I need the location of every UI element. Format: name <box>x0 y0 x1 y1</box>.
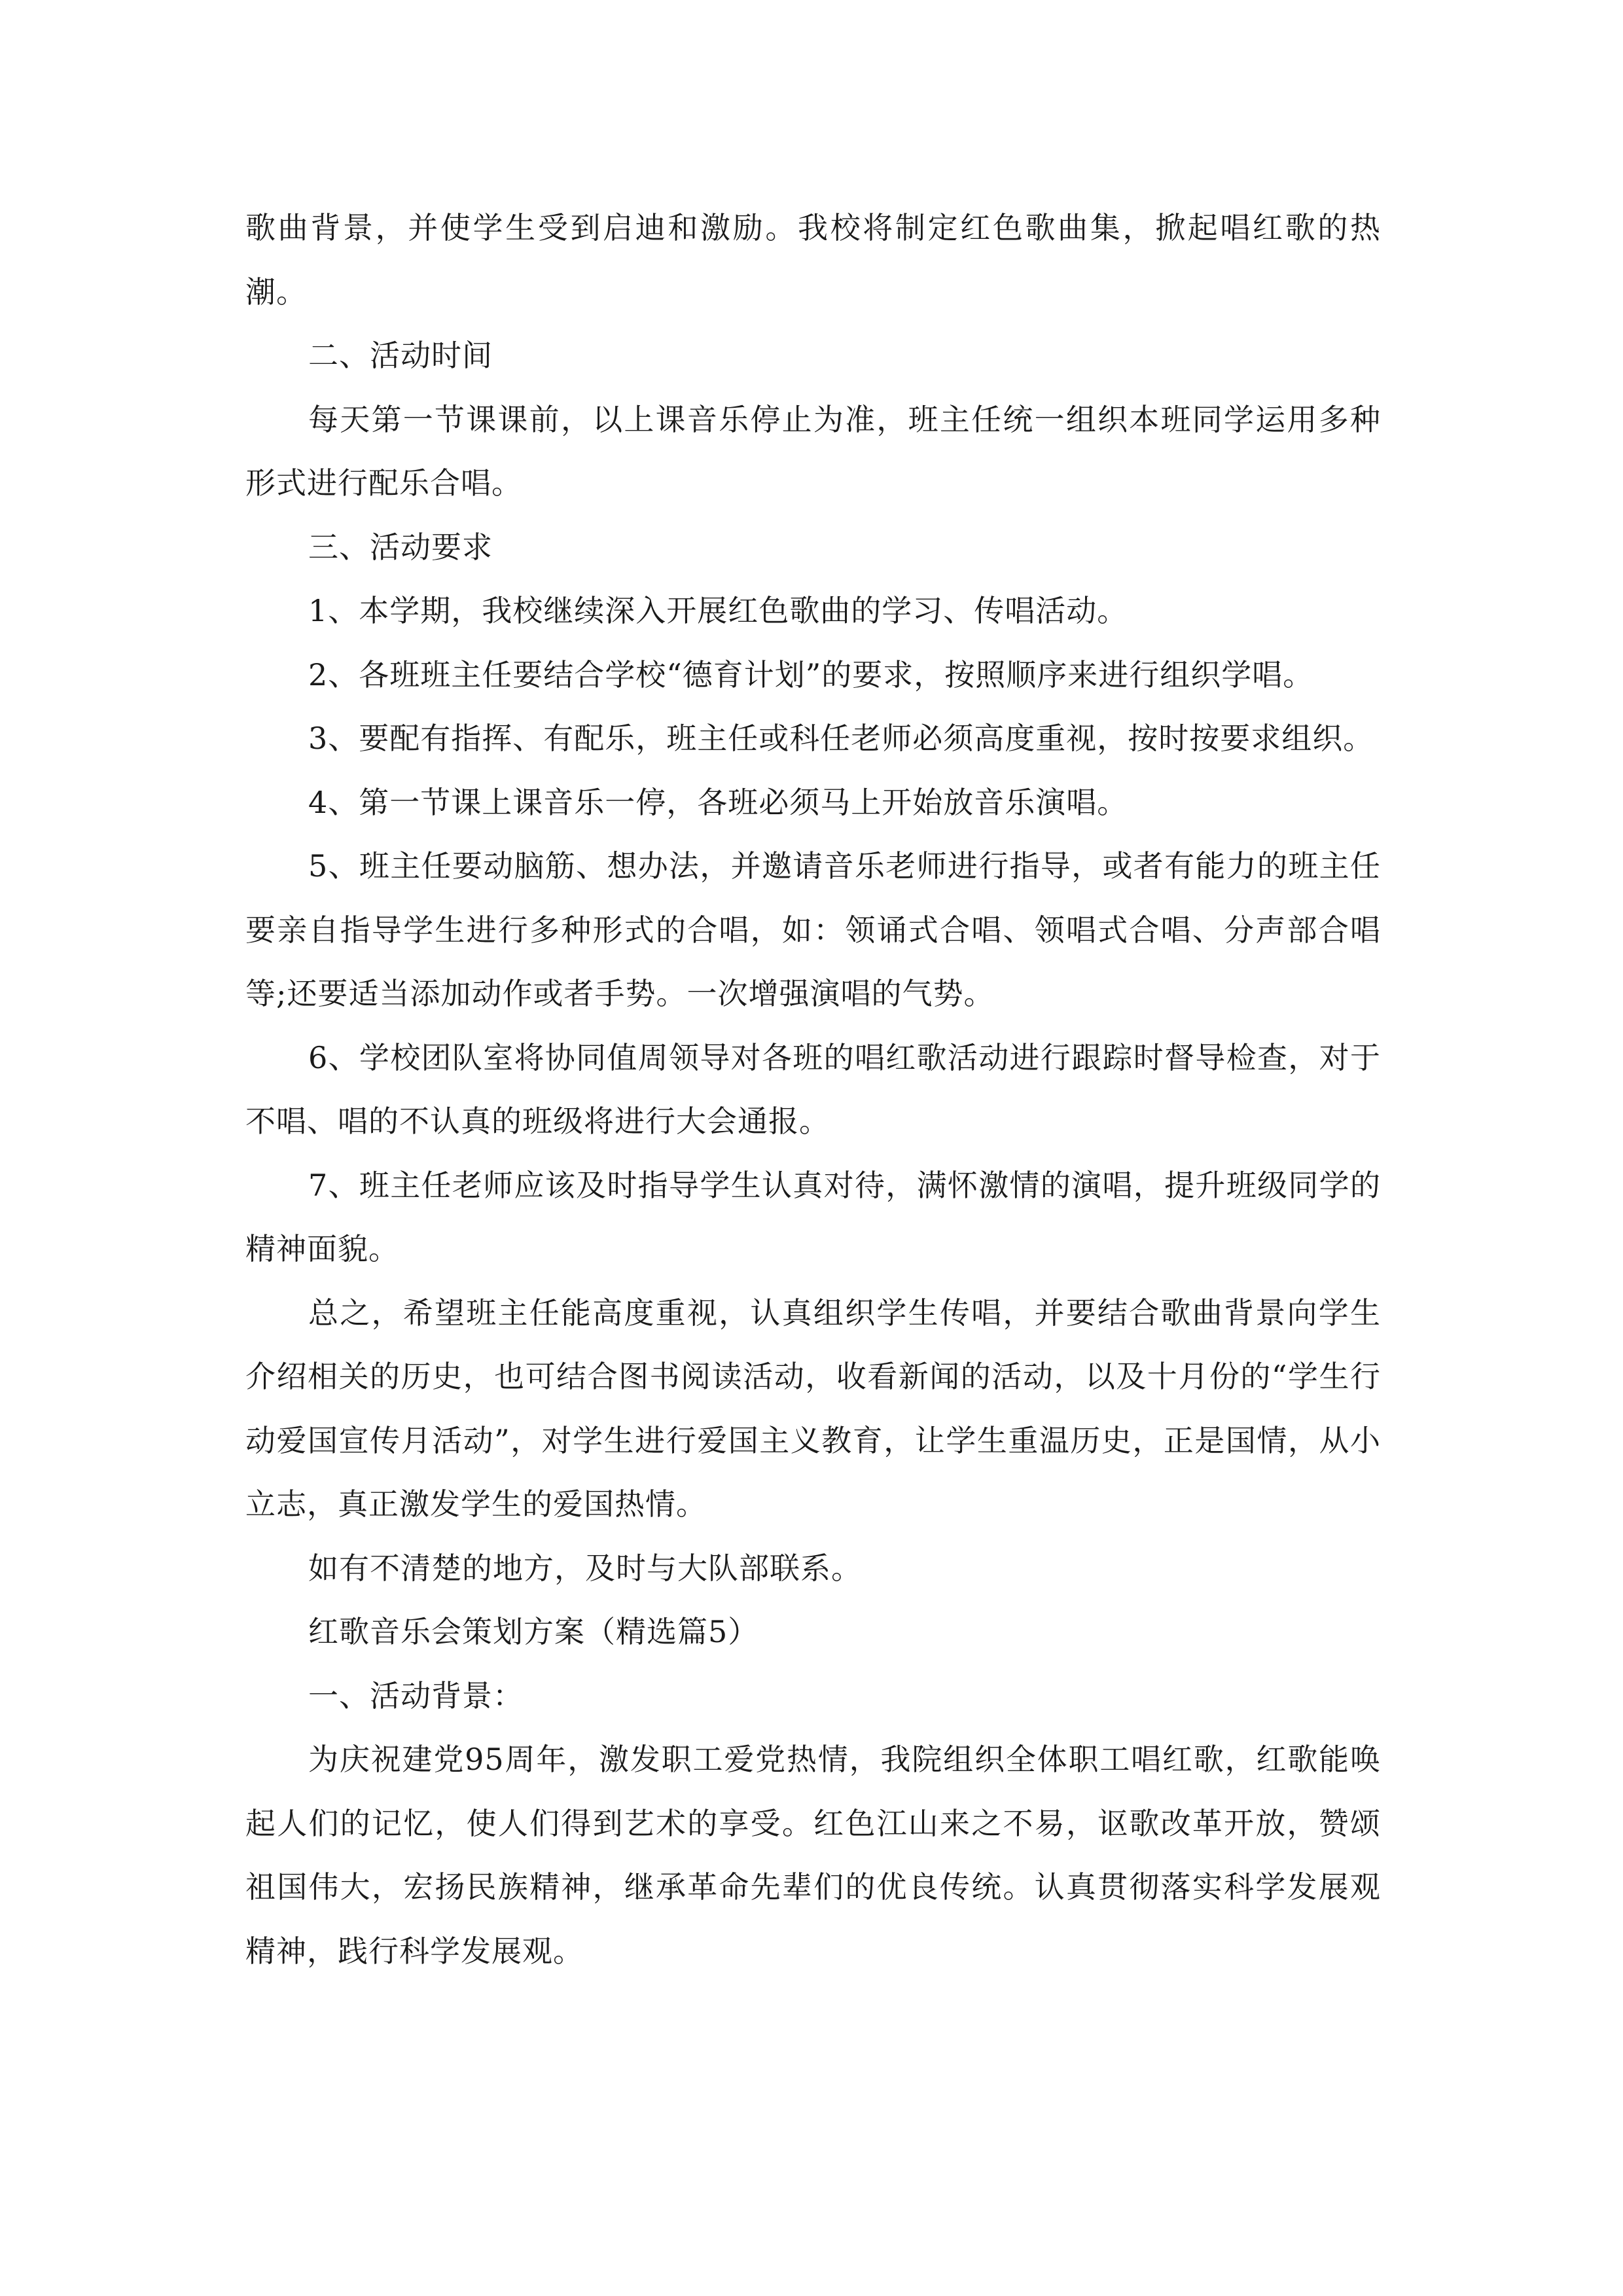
requirement-item-6: 6、学校团队室将协同值周领导对各班的唱红歌活动进行跟踪时督导检查，对于不唱、唱的不认真的班级将进行大会通报。 <box>245 1039 1381 1139</box>
document-body <box>245 196 1381 1983</box>
paragraph-contact: 如有不清楚的地方，及时与大队部联系。 <box>308 1550 862 1586</box>
paragraph-song-background-continued: 歌曲背景，并使学生受到启迪和激励。我校将制定红色歌曲集，掀起唱红歌的热潮。 <box>245 210 1381 310</box>
paragraph-activity-background: 为庆祝建党95周年，激发职工爱党热情，我院组织全体职工唱红歌，红歌能唤起人们的记忆，使人们得到艺术的享受。红色江山来之不易，讴歌改革开放，赞颂祖国伟大，宏扬民族精神，继承革命先辈们的优良传统。认真贯彻落实科学发展观精神，践行科学发展观。 <box>245 1742 1381 1969</box>
heading-activity-background: 一、活动背景： <box>308 1677 524 1713</box>
requirement-item-3: 3、要配有指挥、有配乐，班主任或科任老师必须高度重视，按时按要求组织。 <box>308 721 1374 756</box>
requirement-item-7: 7、班主任老师应该及时指导学生认真对待，满怀激情的演唱，提升班级同学的精神面貌。 <box>245 1167 1381 1266</box>
heading-activity-time: 二、活动时间 <box>308 338 493 373</box>
requirement-item-1: 1、本学期，我校继续深入开展红色歌曲的学习、传唱活动。 <box>308 593 1128 628</box>
requirement-item-5: 5、班主任要动脑筋、想办法，并邀请音乐老师进行指导，或者有能力的班主任要亲自指导学生进行多种形式的合唱，如：领诵式合唱、领唱式合唱、分声部合唱等;还要适当添加动作或者手势。一次增强演唱的气势。 <box>245 848 1381 1011</box>
requirement-item-4: 4、第一节课上课音乐一停，各班必须马上开始放音乐演唱。 <box>308 784 1128 820</box>
heading-activity-requirements: 三、活动要求 <box>308 529 493 565</box>
paragraph-activity-time: 每天第一节课课前，以上课音乐停止为准，班主任统一组织本班同学运用多种形式进行配乐合唱。 <box>245 401 1381 501</box>
requirement-item-2: 2、各班班主任要结合学校“德育计划”的要求，按照顺序来进行组织学唱。 <box>308 656 1314 692</box>
paragraph-summary: 总之，希望班主任能高度重视，认真组织学生传唱，并要结合歌曲背景向学生介绍相关的历史，也可结合图书阅读活动，收看新闻的活动，以及十月份的“学生行动爱国宣传月活动”，对学生进行爱国主义教育，让学生重温历史，正是国情，从小立志，真正激发学生的爱国热情。 <box>245 1295 1381 1522</box>
section-title-plan-5: 红歌音乐会策划方案（精选篇5） <box>308 1614 759 1649</box>
